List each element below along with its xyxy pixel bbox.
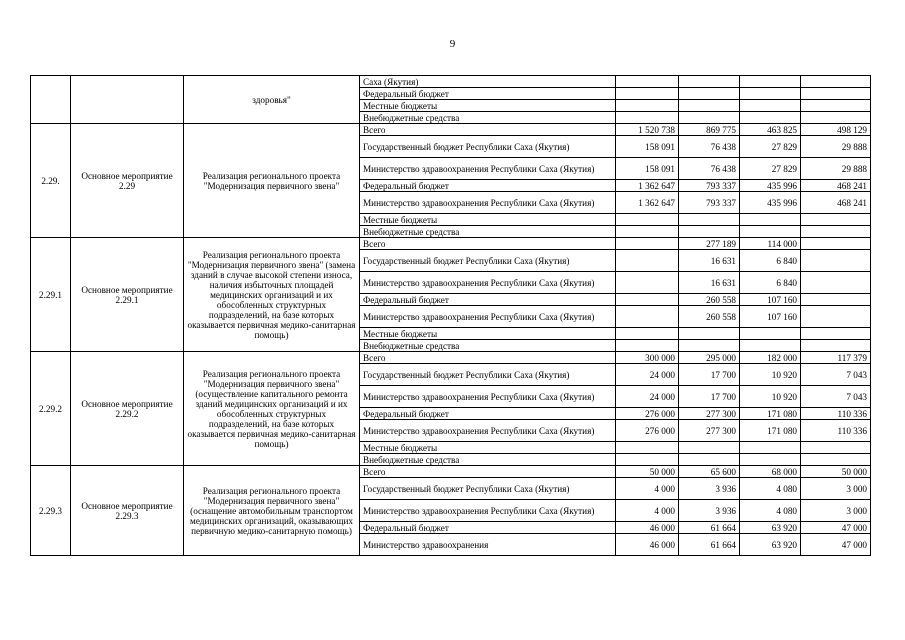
funding-source-cell: Местные бюджеты	[360, 100, 616, 112]
funding-source-cell: Государственный бюджет Республики Саха (Якутия)	[360, 364, 616, 386]
funding-source-cell: Внебюджетные средства	[360, 226, 616, 238]
amount-cell: 61 664	[679, 522, 740, 534]
amount-cell: 3 000	[801, 478, 871, 500]
amount-cell	[740, 214, 801, 226]
funding-source-cell: Всего	[360, 238, 616, 250]
page-number: 9	[449, 38, 456, 50]
row-type-cell	[71, 76, 184, 124]
row-type-cell: Основное мероприятие 2.29.2	[71, 352, 184, 466]
amount-cell: 24 000	[616, 386, 679, 408]
funding-source-cell: Всего	[360, 466, 616, 478]
funding-source-cell: Местные бюджеты	[360, 328, 616, 340]
table-row	[31, 76, 871, 88]
row-description-cell: Реализация регионального проекта "Модернизация первичного звена" (осуществление капитального ремонта зданий медицинских организаций и их обособленных структурных подразделений, на базе которых оказывается первичная медико-санитарная помощь)	[184, 352, 360, 466]
funding-source-cell: Всего	[360, 352, 616, 364]
funding-source-cell: Саха (Якутия)	[360, 76, 616, 88]
amount-cell: 1 362 647	[616, 192, 679, 214]
row-type-cell: Основное мероприятие 2.29.3	[71, 466, 184, 556]
funding-source-cell: Министерство здравоохранения Республики Саха (Якутия)	[360, 420, 616, 442]
amount-cell	[679, 328, 740, 340]
funding-source-cell: Местные бюджеты	[360, 214, 616, 226]
funding-source-cell: Министерство здравоохранения Республики Саха (Якутия)	[360, 306, 616, 328]
amount-cell: 17 700	[679, 364, 740, 386]
amount-cell: 277 300	[679, 408, 740, 420]
amount-cell: 107 160	[740, 306, 801, 328]
funding-source-cell: Министерство здравоохранения	[360, 534, 616, 556]
amount-cell: 114 000	[740, 238, 801, 250]
amount-cell	[679, 340, 740, 352]
funding-source-cell: Министерство здравоохранения Республики Саха (Якутия)	[360, 386, 616, 408]
amount-cell: 16 631	[679, 272, 740, 294]
amount-cell: 10 920	[740, 386, 801, 408]
amount-cell: 171 080	[740, 408, 801, 420]
amount-cell	[801, 112, 871, 124]
amount-cell: 46 000	[616, 534, 679, 556]
row-description-cell: Реализация регионального проекта "Модернизация первичного звена" (оснащение автомобильным транспортом медицинских организаций, оказывающих первичную медико-санитарную помощь)	[184, 466, 360, 556]
amount-cell	[801, 442, 871, 454]
amount-cell	[616, 454, 679, 466]
amount-cell: 869 775	[679, 124, 740, 136]
amount-cell: 27 829	[740, 136, 801, 158]
amount-cell	[740, 112, 801, 124]
amount-cell: 16 631	[679, 250, 740, 272]
amount-cell	[740, 442, 801, 454]
amount-cell	[679, 76, 740, 88]
amount-cell: 158 091	[616, 136, 679, 158]
row-description-cell: Реализация регионального проекта "Модернизация первичного звена" (замена зданий в случае высокой степени износа, наличия избыточных площадей медицинских организаций и их обособленных структурных подразделений, на базе которых оказывается первичная медико-санитарная помощь)	[184, 238, 360, 352]
amount-cell: 4 080	[740, 478, 801, 500]
amount-cell: 50 000	[616, 466, 679, 478]
amount-cell	[740, 226, 801, 238]
amount-cell: 50 000	[801, 466, 871, 478]
funding-source-cell: Федеральный бюджет	[360, 88, 616, 100]
amount-cell: 295 000	[679, 352, 740, 364]
amount-cell: 68 000	[740, 466, 801, 478]
funding-source-cell: Государственный бюджет Республики Саха (Якутия)	[360, 478, 616, 500]
funding-source-cell: Министерство здравоохранения Республики Саха (Якутия)	[360, 192, 616, 214]
amount-cell	[616, 226, 679, 238]
amount-cell	[616, 214, 679, 226]
amount-cell	[801, 76, 871, 88]
amount-cell: 47 000	[801, 534, 871, 556]
amount-cell	[616, 76, 679, 88]
amount-cell: 6 840	[740, 272, 801, 294]
amount-cell	[740, 328, 801, 340]
amount-cell	[679, 100, 740, 112]
amount-cell: 3 936	[679, 500, 740, 522]
amount-cell	[679, 226, 740, 238]
funding-source-cell: Федеральный бюджет	[360, 180, 616, 192]
funding-source-cell: Министерство здравоохранения Республики Саха (Якутия)	[360, 500, 616, 522]
row-code-cell: 2.29.3	[31, 466, 71, 556]
row-description-cell: Реализация регионального проекта "Модернизация первичного звена"	[184, 124, 360, 238]
amount-cell	[801, 238, 871, 250]
amount-cell	[679, 454, 740, 466]
amount-cell: 1 362 647	[616, 180, 679, 192]
amount-cell	[801, 226, 871, 238]
table-row	[31, 466, 871, 478]
amount-cell: 1 520 738	[616, 124, 679, 136]
amount-cell: 463 825	[740, 124, 801, 136]
amount-cell: 7 043	[801, 386, 871, 408]
row-type-cell: Основное мероприятие 2.29	[71, 124, 184, 238]
amount-cell: 47 000	[801, 522, 871, 534]
amount-cell: 76 438	[679, 158, 740, 180]
table-row	[31, 352, 871, 364]
amount-cell: 171 080	[740, 420, 801, 442]
amount-cell: 277 189	[679, 238, 740, 250]
amount-cell	[801, 88, 871, 100]
amount-cell	[616, 442, 679, 454]
amount-cell	[616, 294, 679, 306]
amount-cell: 24 000	[616, 364, 679, 386]
amount-cell: 276 000	[616, 408, 679, 420]
amount-cell	[679, 88, 740, 100]
row-description-cell: здоровья"	[184, 76, 360, 124]
table-row	[31, 124, 871, 136]
amount-cell: 260 558	[679, 306, 740, 328]
amount-cell: 6 840	[740, 250, 801, 272]
amount-cell: 110 336	[801, 408, 871, 420]
amount-cell	[679, 442, 740, 454]
amount-cell: 4 000	[616, 478, 679, 500]
amount-cell: 4 000	[616, 500, 679, 522]
amount-cell	[740, 88, 801, 100]
table-row	[31, 238, 871, 250]
amount-cell: 435 996	[740, 192, 801, 214]
amount-cell: 435 996	[740, 180, 801, 192]
amount-cell: 110 336	[801, 420, 871, 442]
funding-source-cell: Внебюджетные средства	[360, 454, 616, 466]
amount-cell	[616, 100, 679, 112]
amount-cell	[616, 272, 679, 294]
row-code-cell: 2.29.	[31, 124, 71, 238]
amount-cell	[801, 454, 871, 466]
amount-cell: 276 000	[616, 420, 679, 442]
amount-cell	[740, 340, 801, 352]
amount-cell	[801, 100, 871, 112]
amount-cell: 17 700	[679, 386, 740, 408]
amount-cell	[740, 100, 801, 112]
amount-cell: 10 920	[740, 364, 801, 386]
amount-cell: 27 829	[740, 158, 801, 180]
amount-cell: 29 888	[801, 136, 871, 158]
funding-source-cell: Всего	[360, 124, 616, 136]
amount-cell	[679, 112, 740, 124]
amount-cell	[740, 76, 801, 88]
amount-cell: 61 664	[679, 534, 740, 556]
amount-cell: 277 300	[679, 420, 740, 442]
amount-cell: 793 337	[679, 180, 740, 192]
amount-cell: 63 920	[740, 522, 801, 534]
amount-cell: 117 379	[801, 352, 871, 364]
row-code-cell	[31, 76, 71, 124]
amount-cell: 76 438	[679, 136, 740, 158]
row-code-cell: 2.29.1	[31, 238, 71, 352]
row-code-cell: 2.29.2	[31, 352, 71, 466]
amount-cell	[801, 272, 871, 294]
funding-source-cell: Внебюджетные средства	[360, 340, 616, 352]
funding-source-cell: Федеральный бюджет	[360, 408, 616, 420]
amount-cell	[616, 340, 679, 352]
amount-cell	[679, 214, 740, 226]
funding-source-cell: Федеральный бюджет	[360, 294, 616, 306]
amount-cell	[740, 454, 801, 466]
amount-cell: 3 000	[801, 500, 871, 522]
amount-cell: 46 000	[616, 522, 679, 534]
amount-cell: 29 888	[801, 158, 871, 180]
amount-cell: 300 000	[616, 352, 679, 364]
amount-cell	[801, 250, 871, 272]
amount-cell: 182 000	[740, 352, 801, 364]
funding-source-cell: Федеральный бюджет	[360, 522, 616, 534]
funding-source-cell: Местные бюджеты	[360, 442, 616, 454]
amount-cell: 468 241	[801, 180, 871, 192]
amount-cell: 63 920	[740, 534, 801, 556]
amount-cell: 7 043	[801, 364, 871, 386]
amount-cell	[801, 328, 871, 340]
amount-cell: 468 241	[801, 192, 871, 214]
amount-cell	[801, 294, 871, 306]
funding-source-cell: Министерство здравоохранения Республики Саха (Якутия)	[360, 272, 616, 294]
amount-cell	[616, 306, 679, 328]
amount-cell: 498 129	[801, 124, 871, 136]
funding-source-cell: Внебюджетные средства	[360, 112, 616, 124]
amount-cell: 793 337	[679, 192, 740, 214]
amount-cell: 107 160	[740, 294, 801, 306]
amount-cell	[616, 250, 679, 272]
amount-cell: 65 600	[679, 466, 740, 478]
row-type-cell: Основное мероприятие 2.29.1	[71, 238, 184, 352]
amount-cell	[801, 306, 871, 328]
amount-cell	[616, 88, 679, 100]
funding-source-cell: Государственный бюджет Республики Саха (Якутия)	[360, 136, 616, 158]
amount-cell	[801, 340, 871, 352]
amount-cell: 260 558	[679, 294, 740, 306]
budget-table	[30, 75, 871, 556]
amount-cell: 3 936	[679, 478, 740, 500]
amount-cell	[801, 214, 871, 226]
amount-cell	[616, 238, 679, 250]
amount-cell: 4 080	[740, 500, 801, 522]
amount-cell: 158 091	[616, 158, 679, 180]
amount-cell	[616, 112, 679, 124]
funding-source-cell: Министерство здравоохранения Республики Саха (Якутия)	[360, 158, 616, 180]
funding-source-cell: Государственный бюджет Республики Саха (Якутия)	[360, 250, 616, 272]
amount-cell	[616, 328, 679, 340]
